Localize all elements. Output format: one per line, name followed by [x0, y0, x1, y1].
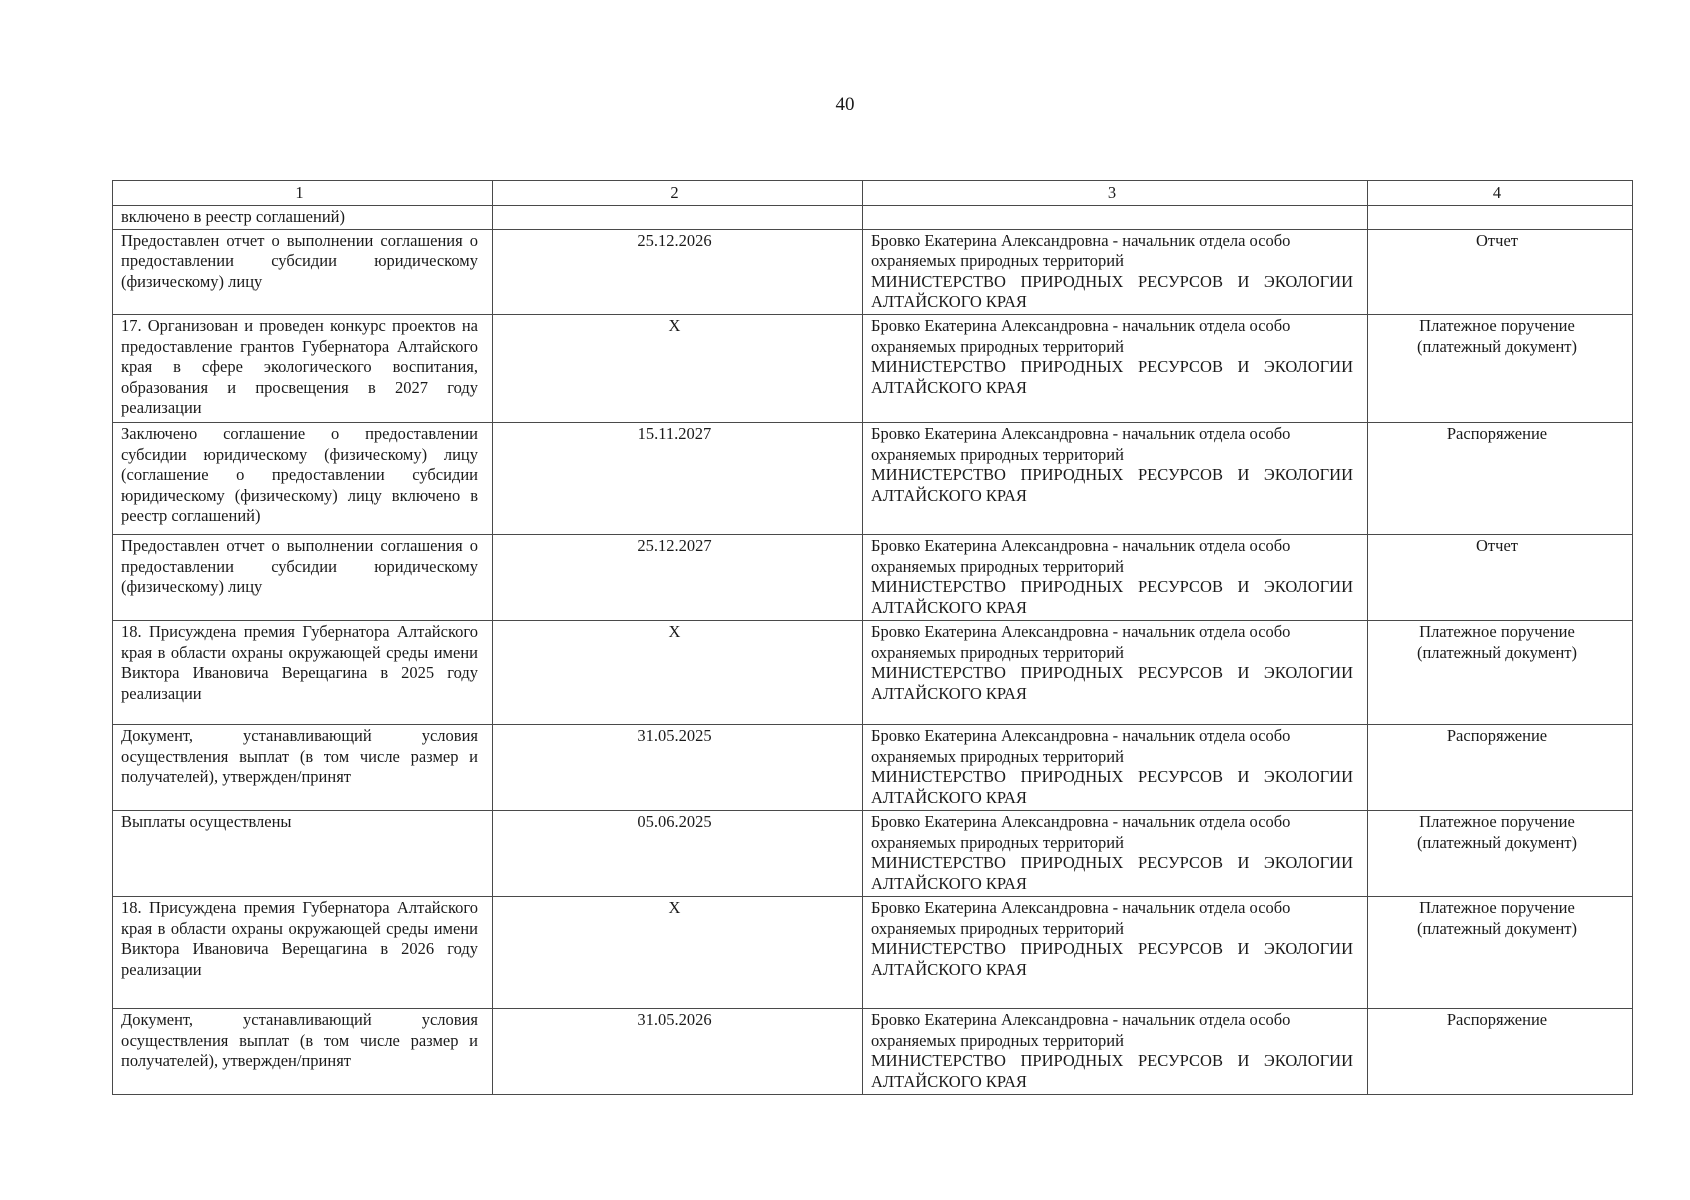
column-number: 3 — [863, 181, 1368, 206]
date-cell: 15.11.2027 — [493, 422, 863, 534]
column-number-row — [113, 181, 1633, 206]
table-row — [113, 896, 1633, 1008]
responsible-person: Бровко Екатерина Александровна - начальник отдела особо охраняемых природных территорий — [871, 621, 1291, 662]
table-row — [113, 534, 1633, 620]
document-type-cell: Платежное поручение (платежный документ) — [1368, 896, 1633, 1008]
responsible-organization: МИНИСТЕРСТВО ПРИРОДНЫХ РЕСУРСОВ И ЭКОЛОГИИ АЛТАЙСКОГО КРАЯ — [871, 357, 1353, 397]
responsible-organization: МИНИСТЕРСТВО ПРИРОДНЫХ РЕСУРСОВ И ЭКОЛОГИИ АЛТАЙСКОГО КРАЯ — [871, 853, 1353, 893]
date-cell: 31.05.2025 — [493, 724, 863, 810]
document-type-cell: Распоряжение — [1368, 724, 1633, 810]
event-cell: Выплаты осуществлены — [113, 810, 493, 896]
responsible-cell — [863, 422, 1368, 534]
document-type-cell: Отчет — [1368, 534, 1633, 620]
date-cell: X — [493, 896, 863, 1008]
date-cell: 05.06.2025 — [493, 810, 863, 896]
responsible-organization: МИНИСТЕРСТВО ПРИРОДНЫХ РЕСУРСОВ И ЭКОЛОГИИ АЛТАЙСКОГО КРАЯ — [871, 1051, 1353, 1091]
date-cell — [493, 206, 863, 230]
plan-table — [112, 180, 1633, 1095]
event-cell: Предоставлен отчет о выполнении соглашения о предоставлении субсидии юридическому (физическому) лицу — [113, 229, 493, 314]
responsible-organization: МИНИСТЕРСТВО ПРИРОДНЫХ РЕСУРСОВ И ЭКОЛОГИИ АЛТАЙСКОГО КРАЯ — [871, 663, 1353, 703]
table-row — [113, 206, 1633, 230]
column-number: 4 — [1368, 181, 1633, 206]
responsible-person: Бровко Екатерина Александровна - начальник отдела особо охраняемых природных территорий — [871, 811, 1291, 852]
table-row — [113, 810, 1633, 896]
responsible-person: Бровко Екатерина Александровна - начальник отдела особо охраняемых природных территорий — [871, 315, 1291, 356]
page-number: 40 — [835, 94, 855, 115]
table-row — [113, 724, 1633, 810]
responsible-person: Бровко Екатерина Александровна - начальник отдела особо охраняемых природных территорий — [871, 1009, 1291, 1050]
responsible-organization: МИНИСТЕРСТВО ПРИРОДНЫХ РЕСУРСОВ И ЭКОЛОГИИ АЛТАЙСКОГО КРАЯ — [871, 271, 1353, 312]
table-row — [113, 1008, 1633, 1094]
responsible-cell — [863, 206, 1368, 230]
event-cell: Заключено соглашение о предоставлении субсидии юридическому (физическому) лицу (соглашение о предоставлении субсидии юридическому (физическому) лицу включено в реестр соглашений) — [113, 422, 493, 534]
responsible-organization: МИНИСТЕРСТВО ПРИРОДНЫХ РЕСУРСОВ И ЭКОЛОГИИ АЛТАЙСКОГО КРАЯ — [871, 939, 1353, 979]
date-cell: 25.12.2026 — [493, 229, 863, 314]
column-number: 2 — [493, 181, 863, 206]
document-type-cell — [1368, 206, 1633, 230]
document-type-cell: Платежное поручение (платежный документ) — [1368, 314, 1633, 422]
responsible-person: Бровко Екатерина Александровна - начальник отдела особо охраняемых природных территорий — [871, 725, 1291, 766]
date-cell: X — [493, 314, 863, 422]
document-type-cell: Отчет — [1368, 229, 1633, 314]
date-cell: 25.12.2027 — [493, 534, 863, 620]
event-cell: Документ, устанавливающий условия осуществления выплат (в том числе размер и получателей), утвержден/принят — [113, 1008, 493, 1094]
responsible-person: Бровко Екатерина Александровна - начальник отдела особо охраняемых природных территорий — [871, 535, 1291, 576]
responsible-cell — [863, 229, 1368, 314]
document-type-cell: Платежное поручение (платежный документ) — [1368, 810, 1633, 896]
table-row — [113, 620, 1633, 724]
responsible-cell — [863, 896, 1368, 1008]
table-row — [113, 314, 1633, 422]
document-type-cell: Распоряжение — [1368, 1008, 1633, 1094]
document-type-cell: Платежное поручение (платежный документ) — [1368, 620, 1633, 724]
document-type-cell: Распоряжение — [1368, 422, 1633, 534]
responsible-person: Бровко Екатерина Александровна - начальник отдела особо охраняемых природных территорий — [871, 897, 1291, 938]
date-cell: X — [493, 620, 863, 724]
responsible-organization: МИНИСТЕРСТВО ПРИРОДНЫХ РЕСУРСОВ И ЭКОЛОГИИ АЛТАЙСКОГО КРАЯ — [871, 577, 1353, 617]
responsible-organization: МИНИСТЕРСТВО ПРИРОДНЫХ РЕСУРСОВ И ЭКОЛОГИИ АЛТАЙСКОГО КРАЯ — [871, 465, 1353, 505]
responsible-cell — [863, 620, 1368, 724]
responsible-cell — [863, 810, 1368, 896]
event-cell: Предоставлен отчет о выполнении соглашения о предоставлении субсидии юридическому (физическому) лицу — [113, 534, 493, 620]
event-cell: 17. Организован и проведен конкурс проектов на предоставление грантов Губернатора Алтайского края в сфере экологического воспитания, образования и просвещения в 2027 году реализации — [113, 314, 493, 422]
responsible-person: Бровко Екатерина Александровна - начальник отдела особо охраняемых природных территорий — [871, 423, 1291, 464]
responsible-cell — [863, 1008, 1368, 1094]
event-cell: Документ, устанавливающий условия осуществления выплат (в том числе размер и получателей), утвержден/принят — [113, 724, 493, 810]
table-row — [113, 422, 1633, 534]
event-cell: включено в реестр соглашений) — [113, 206, 493, 230]
responsible-cell — [863, 724, 1368, 810]
event-cell: 18. Присуждена премия Губернатора Алтайского края в области охраны окружающей среды имени Виктора Ивановича Верещагина в 2026 году реализации — [113, 896, 493, 1008]
date-cell: 31.05.2026 — [493, 1008, 863, 1094]
column-number: 1 — [113, 181, 493, 206]
table-row — [113, 229, 1633, 314]
responsible-organization: МИНИСТЕРСТВО ПРИРОДНЫХ РЕСУРСОВ И ЭКОЛОГИИ АЛТАЙСКОГО КРАЯ — [871, 767, 1353, 807]
responsible-person: Бровко Екатерина Александровна - начальник отдела особо охраняемых природных территорий — [871, 230, 1291, 271]
responsible-cell — [863, 534, 1368, 620]
responsible-cell — [863, 314, 1368, 422]
event-cell: 18. Присуждена премия Губернатора Алтайского края в области охраны окружающей среды имени Виктора Ивановича Верещагина в 2025 году реализации — [113, 620, 493, 724]
